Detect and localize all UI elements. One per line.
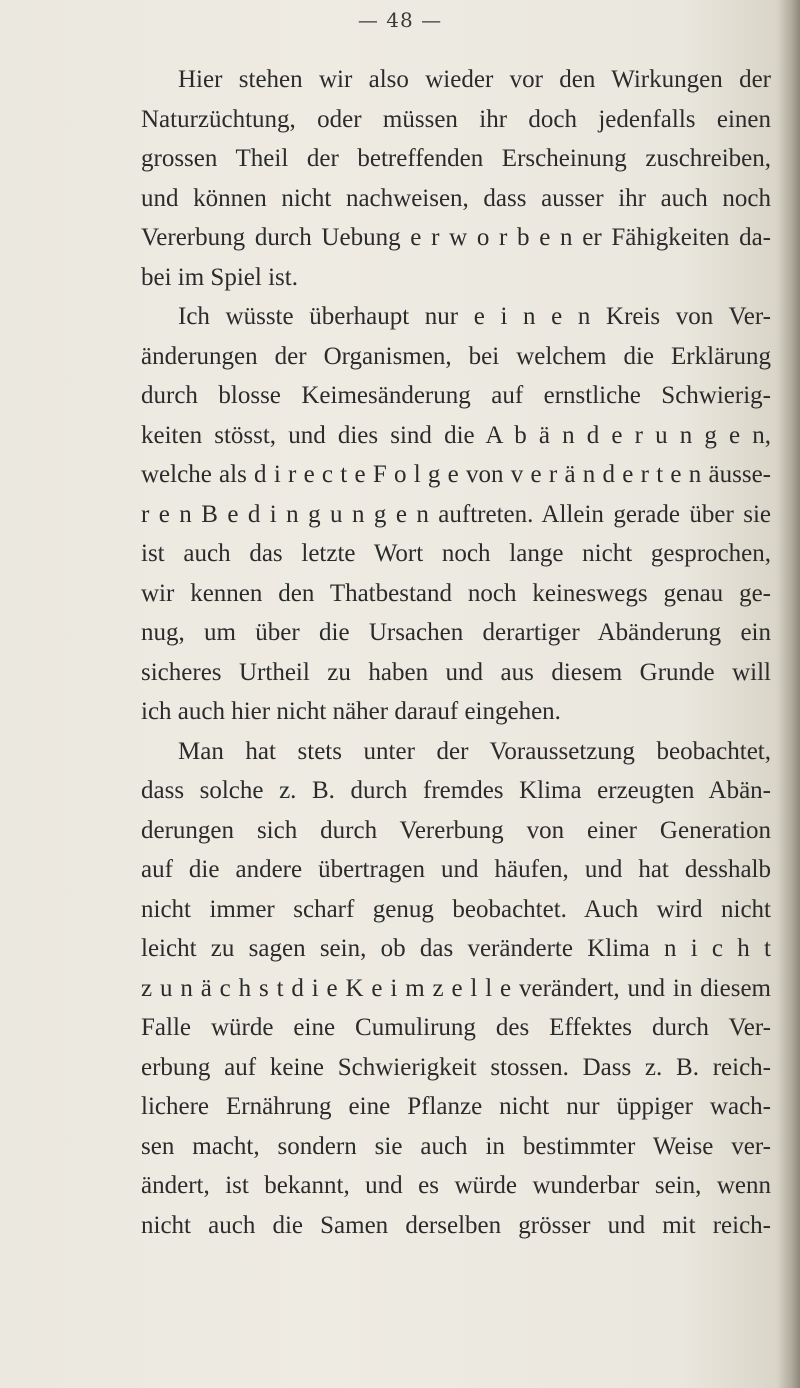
text-line: sicheres Urtheil zu haben und aus diesem Grunde will	[141, 658, 771, 686]
text-line: auf die andere übertragen und häufen, und hat desshalb	[141, 856, 771, 883]
text-line: ist auch das letzte Wort noch lange nicht gesprochen,	[141, 540, 771, 567]
text-line: z u n ä c h s t d i e K e i m z e l l e verändert, und in diesem	[141, 974, 771, 1002]
text-line: änderungen der Organismen, bei welchem die Erklärung	[141, 342, 771, 370]
text-line: welche als d i r e c t e F o l g e von v e r ä n d e r t e n äusse-	[141, 461, 771, 488]
text-line: grossen Theil der betreffenden Erscheinung zuschreiben,	[141, 145, 771, 172]
text-line: nug, um über die Ursachen derartiger Abänderung ein	[141, 619, 771, 646]
text-line: bei im Spiel ist.	[141, 263, 298, 291]
text-line: nicht immer scharf genug beobachtet. Auch wird nicht	[141, 895, 771, 923]
text-line: erbung auf keine Schwierigkeit stossen. Dass z. B. reich-	[141, 1053, 771, 1081]
page-edge-shadow	[778, 0, 800, 1388]
text-line: derungen sich durch Vererbung von einer Generation	[141, 816, 771, 844]
text-line: durch blosse Keimesänderung auf ernstliche Schwierig-	[141, 382, 771, 409]
text-line: Man hat stets unter der Voraussetzung beobachtet,	[178, 737, 771, 765]
text-line: Hier stehen wir also wieder vor den Wirkungen der	[178, 66, 771, 93]
text-line: leicht zu sagen sein, ob das veränderte Klima n i c h t	[141, 935, 771, 962]
text-line: wir kennen den Thatbestand noch keineswegs genau ge-	[141, 579, 771, 607]
text-line: Naturzüchtung, oder müssen ihr doch jedenfalls einen	[141, 105, 771, 133]
text-line: Falle würde eine Cumulirung des Effektes durch Ver-	[141, 1014, 771, 1041]
text-line: sen macht, sondern sie auch in bestimmter Weise ver-	[141, 1132, 771, 1160]
text-line: Vererbung durch Uebung e r w o r b e n er Fähigkeiten da-	[141, 224, 771, 251]
text-line: dass solche z. B. durch fremdes Klima erzeugten Abän-	[141, 777, 771, 804]
text-line: ich auch hier nicht näher darauf eingehen.	[141, 698, 561, 725]
text-line: ändert, ist bekannt, und es würde wunderbar sein, wenn	[141, 1172, 771, 1199]
text-line: und können nicht nachweisen, dass ausser ihr auch noch	[141, 184, 771, 212]
body-text	[141, 60, 771, 1245]
text-line: keiten stösst, und dies sind die A b ä n d e r u n g e n,	[141, 421, 771, 449]
text-line: r e n B e d i n g u n g e n auftreten. Allein gerade über sie	[141, 500, 771, 528]
text-line: Ich wüsste überhaupt nur e i n e n Kreis von Ver-	[178, 303, 771, 330]
page-number: — 48 —	[357, 8, 443, 32]
text-line: lichere Ernährung eine Pflanze nicht nur üppiger wach-	[141, 1093, 771, 1120]
text-line: nicht auch die Samen derselben grösser und mit reich-	[141, 1211, 771, 1239]
